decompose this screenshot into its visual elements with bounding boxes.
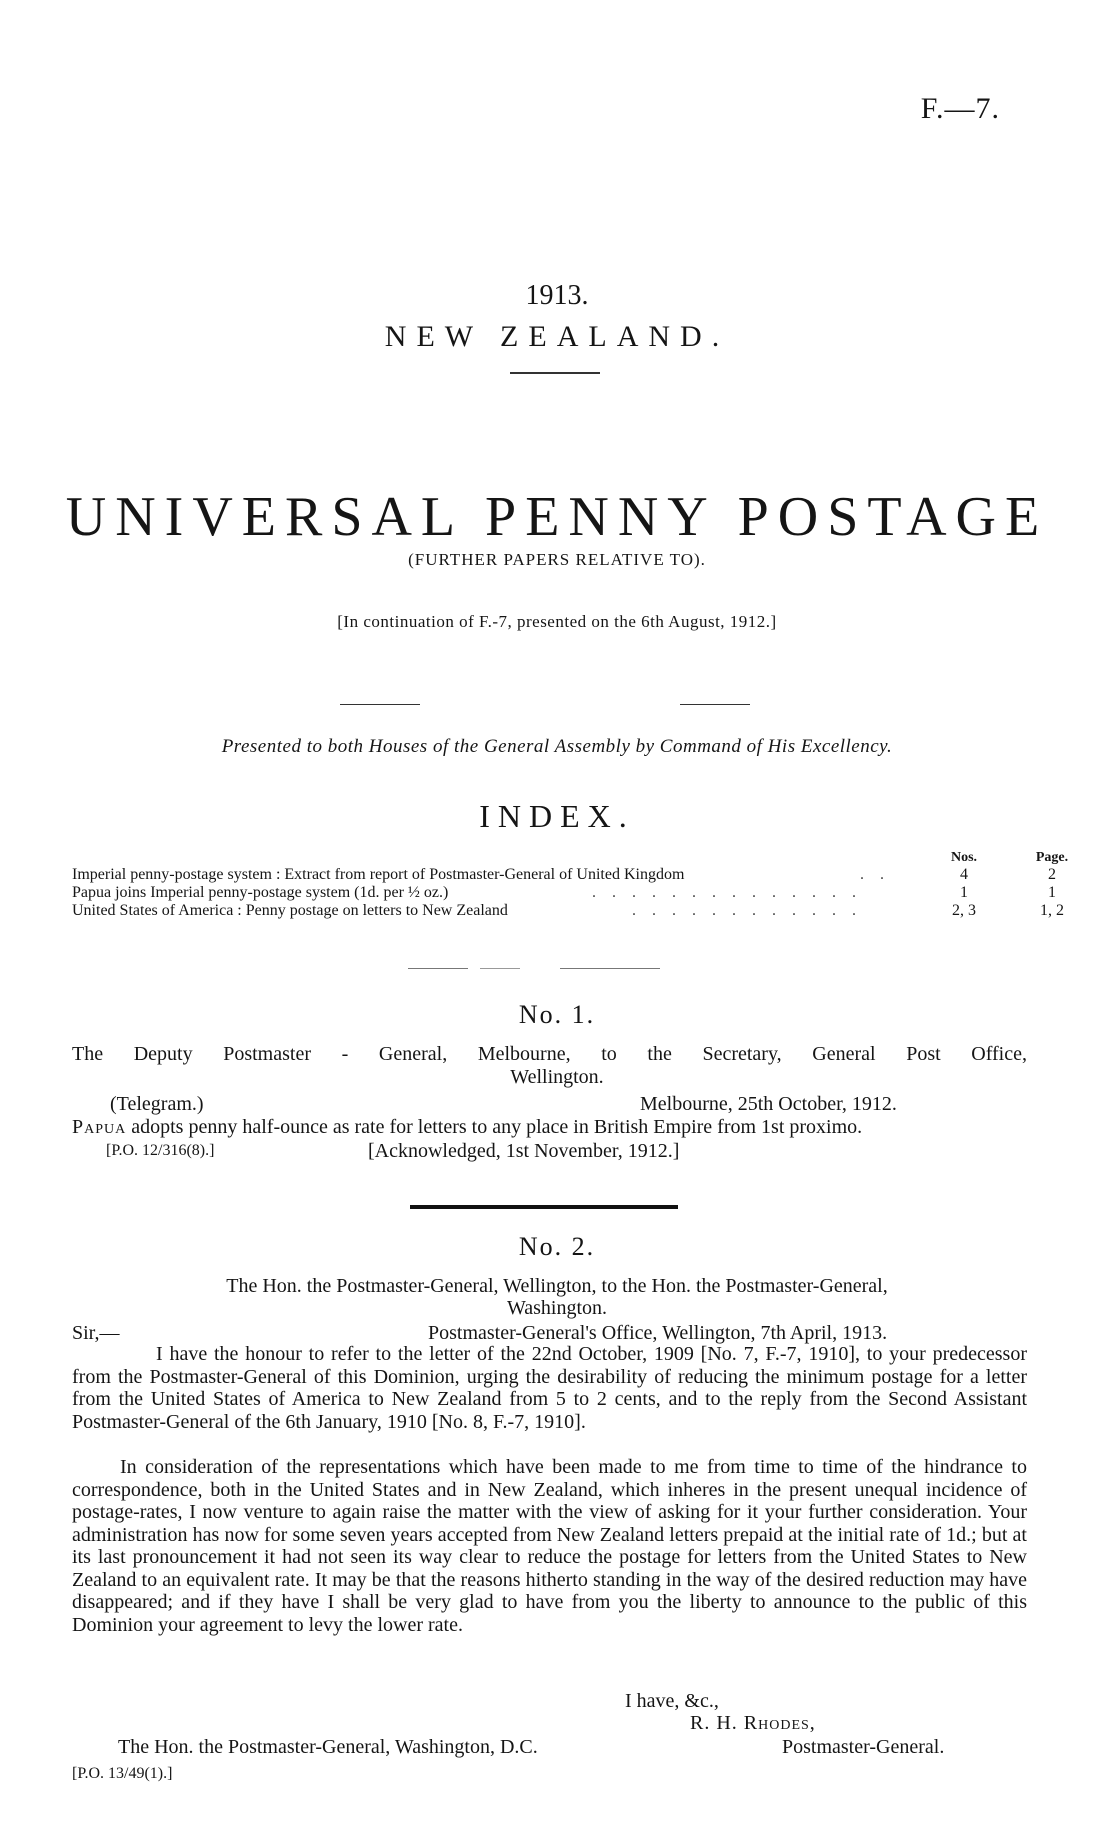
telegram-label: (Telegram.) bbox=[110, 1093, 204, 1115]
index-leader: . . . . . . . . . . . . bbox=[632, 902, 862, 919]
letter-heading-no2: No. 2. bbox=[518, 1232, 596, 1261]
section-rule bbox=[410, 1205, 678, 1209]
file-ref-no2: [P.O. 13/49(1).] bbox=[72, 1765, 173, 1782]
index-leader: . . bbox=[860, 866, 890, 883]
continuation-note: [In continuation of F.-7, presented on the 6th August, 1912.] bbox=[337, 612, 777, 631]
letter-heading-no1: No. 1. bbox=[518, 1000, 596, 1029]
index-title: INDEX. bbox=[479, 798, 635, 834]
letter-paragraph-1: I have the honour to refer to the letter of the 22nd October, 1909 [No. 7, F.-7, 1910], to your predecessor from the Postmaster-General of this Dominion, urging the desirability of reducing the minimum postage for a letter from the United States of America to New Zealand from 5 to 2 cents, and to the reply from the Second Assistant Postmaster-General of the 6th January, 1910 [No. 8, F.-7, 1910]. bbox=[72, 1343, 1027, 1433]
salutation: Sir,— bbox=[72, 1322, 120, 1344]
country: NEW ZEALAND. bbox=[384, 320, 730, 353]
telegram-body-lead: Papua bbox=[72, 1116, 127, 1138]
short-rule bbox=[510, 372, 600, 374]
divider-rule bbox=[560, 968, 660, 969]
index-subject: United States of America : Penny postage on letters to New Zealand bbox=[72, 902, 508, 919]
index-page: 1 bbox=[1048, 884, 1056, 901]
index-leader: . . . . . . . . . . . . . . bbox=[592, 884, 862, 901]
paper-reference: F.—7. bbox=[920, 92, 1000, 125]
signatory-title: Postmaster-General. bbox=[782, 1736, 945, 1758]
acknowledged-note: [Acknowledged, 1st November, 1912.] bbox=[368, 1140, 680, 1162]
index-nos: 1 bbox=[934, 884, 994, 902]
divider-rule bbox=[680, 704, 750, 705]
index-page: 2 bbox=[1048, 866, 1056, 883]
index-col-page: Page. bbox=[1035, 850, 1069, 865]
divider-rule bbox=[480, 968, 520, 969]
index-subject: Papua joins Imperial penny-postage system (1d. per ½ oz.) bbox=[72, 884, 449, 901]
letter-address-no1: The Deputy Postmaster - General, Melbourne, to the Secretary, General Post Office, bbox=[72, 1043, 1027, 1065]
place-date-no2: Postmaster-General's Office, Wellington, 7th April, 1913. bbox=[428, 1322, 888, 1344]
closing: I have, &c., bbox=[625, 1690, 719, 1712]
index-subject: Imperial penny-postage system : Extract from report of Postmaster-General of United Kingdom bbox=[72, 866, 685, 883]
letter-address-no2-line2: Washington. bbox=[506, 1297, 608, 1319]
index-page: 1, 2 bbox=[1040, 902, 1064, 919]
place-date-no1: Melbourne, 25th October, 1912. bbox=[640, 1093, 897, 1115]
recipient: The Hon. the Postmaster-General, Washington, D.C. bbox=[118, 1736, 538, 1758]
index-nos: 2, 3 bbox=[934, 902, 994, 920]
signature: R. H. Rhodes, bbox=[690, 1712, 816, 1734]
index-nos: 4 bbox=[934, 866, 994, 884]
telegram-body-text: adopts penny half-ounce as rate for letters to any place in British Empire from 1st proximo. bbox=[131, 1116, 863, 1138]
letter-address-no1-line2: Wellington. bbox=[510, 1066, 604, 1088]
telegram-body bbox=[72, 1116, 1027, 1138]
divider-rule bbox=[408, 968, 468, 969]
letter-paragraph-2: In consideration of the representations which have been made to me from time to time of the hindrance to correspondence, both in the United States and in New Zealand, which inheres in the present unequal incidence of postage-rates, I now venture to again raise the matter with the view of asking for it your further consideration. Your administration has now for some seven years accepted from New Zealand letters prepaid at the initial rate of 1d.; but at its last pronouncement it had not seen its way clear to reduce the postage for letters from the United States to New Zealand to an equivalent rate. It may be that the reasons hitherto standing in the way of the desired reduction may have disappeared; and if they have I shall be very glad to have from you the liberty to announce to the public of this Dominion your agreement to levy the lower rate. bbox=[72, 1456, 1027, 1636]
document-title: UNIVERSAL PENNY POSTAGE bbox=[65, 486, 1049, 548]
index-col-nos: Nos. bbox=[950, 850, 978, 865]
document-subtitle: (FURTHER PAPERS RELATIVE TO). bbox=[408, 550, 706, 569]
presented-line: Presented to both Houses of the General Assembly by Command of His Excellency. bbox=[221, 736, 893, 757]
index-row bbox=[72, 866, 1056, 886]
index-row bbox=[72, 884, 1056, 904]
letter-address-no2: The Hon. the Postmaster-General, Wellington, to the Hon. the Postmaster-General, bbox=[226, 1275, 888, 1297]
year: 1913. bbox=[525, 280, 589, 311]
divider-rule bbox=[340, 704, 420, 705]
file-ref-no1: [P.O. 12/316(8).] bbox=[106, 1142, 215, 1159]
index-row bbox=[72, 902, 1064, 922]
